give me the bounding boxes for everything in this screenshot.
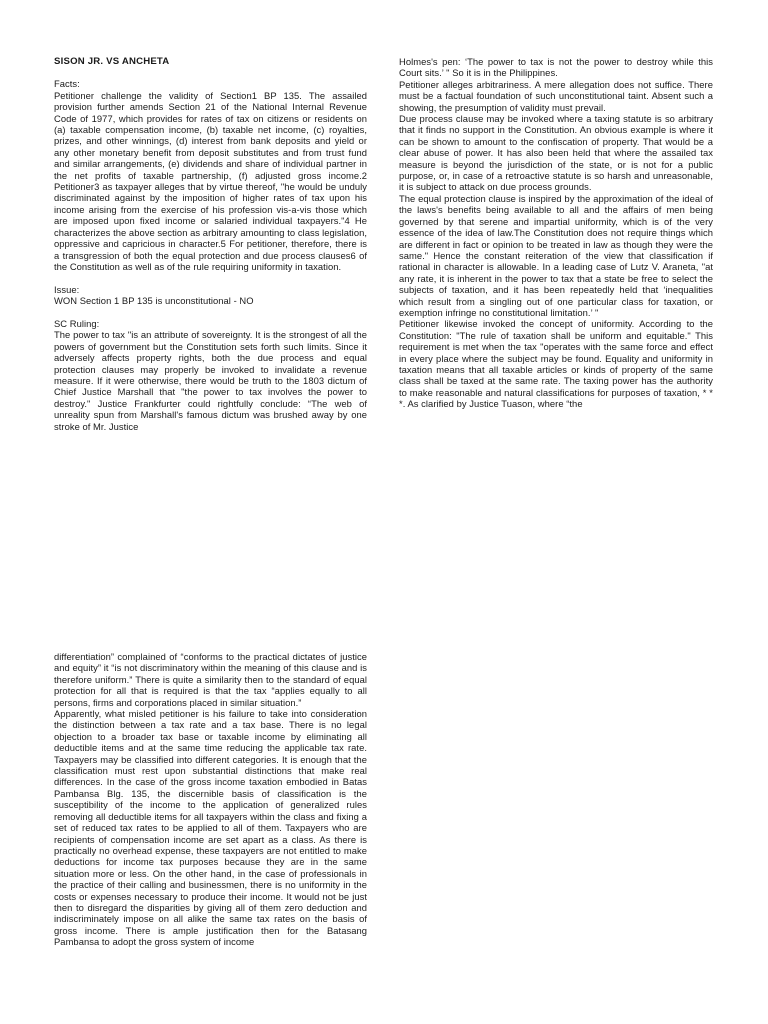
document-title: SISON JR. VS ANCHETA: [54, 56, 170, 67]
ruling-label: SC Ruling:: [54, 317, 100, 329]
ruling-paragraph: The power to tax "is an attribute of sovereignty. It is the strongest of all the powers of government but the Constitution sets forth such limits. Since it adversely affects property rights, both the due process and equal protection clauses may properly be invoked to invalidate a revenue measure. If it were otherwise, there would be truth to the 1803 dictum of Chief Justice Marshall that "the power to tax involves the power to destroy." Justice Frankfurter could rightfully conclude: “The web of unreality spun from Marshall's famous dictum was brushed away by one stroke of Mr. Justice: [54, 329, 367, 432]
page2-paragraph: differentiation” complained of “conforms to the practical dictates of justice and equity” it “is not discriminatory within the meaning of this clause and is therefore uniform.” There is quite a similarity then to the standard of equal protection for all that is required is that the tax “applies equally to all persons, firms and corporations placed in similar situation.”: [54, 651, 367, 708]
right-paragraph: Petitioner alleges arbitrariness. A mere allegation does not suffice. There must be a factual foundation of such unconstitutional taint. Absent such a showing, the presumption of validity must prevail.: [399, 78, 713, 113]
left-column-top: [54, 56, 367, 432]
facts-label: Facts:: [54, 78, 80, 90]
right-paragraph: Holmes's pen: ‘The power to tax is not the power to destroy while this Court sits.’ " So it is in the Philippines.: [399, 56, 713, 79]
right-paragraph: The equal protection clause is inspired by the approximation of the ideal of the laws's benefits being available to all and the affairs of men being governed by that serene and impartial uniformity, which is of the very essence of the idea of law.The Constitution does not require things which are different in fact or opinion to be treated in law as though they were the same." Hence the constant reiteration of the view that classification if rational in character is allowable. In a leading case of Lutz V. Araneta, "at any rate, it is inherent in the power to tax that a state be free to select the subjects of taxation, and it has been repeatedly held that ‘inequalities which result from a singling out of one particular class for taxation, or exemption infringe no constitutional limitation.’ ": [399, 192, 713, 318]
issue-label: Issue:: [54, 283, 80, 295]
issue-paragraph: WON Section 1 BP 135 is unconstitutional - NO: [54, 295, 254, 307]
spacer: [54, 272, 367, 283]
right-paragraph: Petitioner likewise invoked the concept of uniformity. According to the Constitution: "The rule of taxation shall be uniform and equitable." This requirement is met when the tax "operates with the same force and effect in every place where the subject may be found. Equality and uniformity in taxation means that all taxable articles or kinds of property of the same class shall be taxed at the same rate. The taxing power has the authority to make reasonable and natural classifications for purposes of taxation, * * *. As clarified by Justice Tuason, where “the: [399, 318, 713, 410]
facts-paragraph: Petitioner challenge the validity of Section1 BP 135. The assailed provision further amends Section 21 of the National Internal Revenue Code of 1977, which provides for rates of tax on citizens or residents on (a) taxable compensation income, (b) taxable net income, (c) royalties, prizes, and other winnings, (d) interest from bank deposits and yield or any other monetary benefit from deposit substitutes and from trust fund and similar arrangements, (e) dividends and share of individual partner in the net profits of taxable partnership, (f) adjusted gross income.2 Petitioner3 as taxpayer alleges that by virtue thereof, "he would be unduly discriminated against by the imposition of higher rates of tax upon his income arising from the exercise of his profession vis-a-vis those which are imposed upon fixed income or salaried individual taxpayers."4 He characterizes the above section as arbitrary amounting to class legislation, oppressive and capricious in character.5 For petitioner, therefore, there is a transgression of both the equal protection and due process clauses6 of the Constitution as well as of the rule requiring uniformity in taxation.: [54, 89, 367, 272]
spacer: [54, 307, 367, 318]
right-column-top: [399, 56, 713, 410]
page2-paragraph: Apparently, what misled petitioner is his failure to take into consideration the distinction between a tax rate and a tax base. There is no legal objection to a broader tax base or taxable income by eliminating all deductible items and at the same time reducing the applicable tax rate. Taxpayers may be classified into different categories. It is enough that the classification must rest upon substantial distinctions that make real differences. In the case of the gross income taxation embodied in Batas Pambansa Blg. 135, the discernible basis of classification is the susceptibility of the income to the application of generalized rules removing all deductible items for all taxpayers within the class and fixing a set of reduced tax rates to be applied to all of them. Taxpayers who are recipients of compensation income are set apart as a class. As there is practically no overhead expense, these taxpayers are not entitled to make deductions for income tax purposes because they are in the same situation more or less. On the other hand, in the case of professionals in the practice of their calling and businessmen, there is no uniformity in the costs or expenses necessary to produce their income. It would not be just then to disregard the disparities by giving all of them zero deduction and indiscriminately impose on all alike the same tax rates on the basis of gross income. There is ample justification then for the Batasang Pambansa to adopt the gross system of income: [54, 708, 367, 948]
left-column-page2: [54, 651, 367, 948]
right-paragraph: Due process clause may be invoked where a taxing statute is so arbitrary that it finds no support in the Constitution. An obvious example is where it can be shown to amount to the confiscation of property. That would be a clear abuse of power. It has also been held that where the assailed tax measure is beyond the jurisdiction of the state, or is not for a public purpose, or, in case of a retroactive statute is so harsh and unreasonable, it is subject to attack on due process grounds.: [399, 113, 713, 193]
